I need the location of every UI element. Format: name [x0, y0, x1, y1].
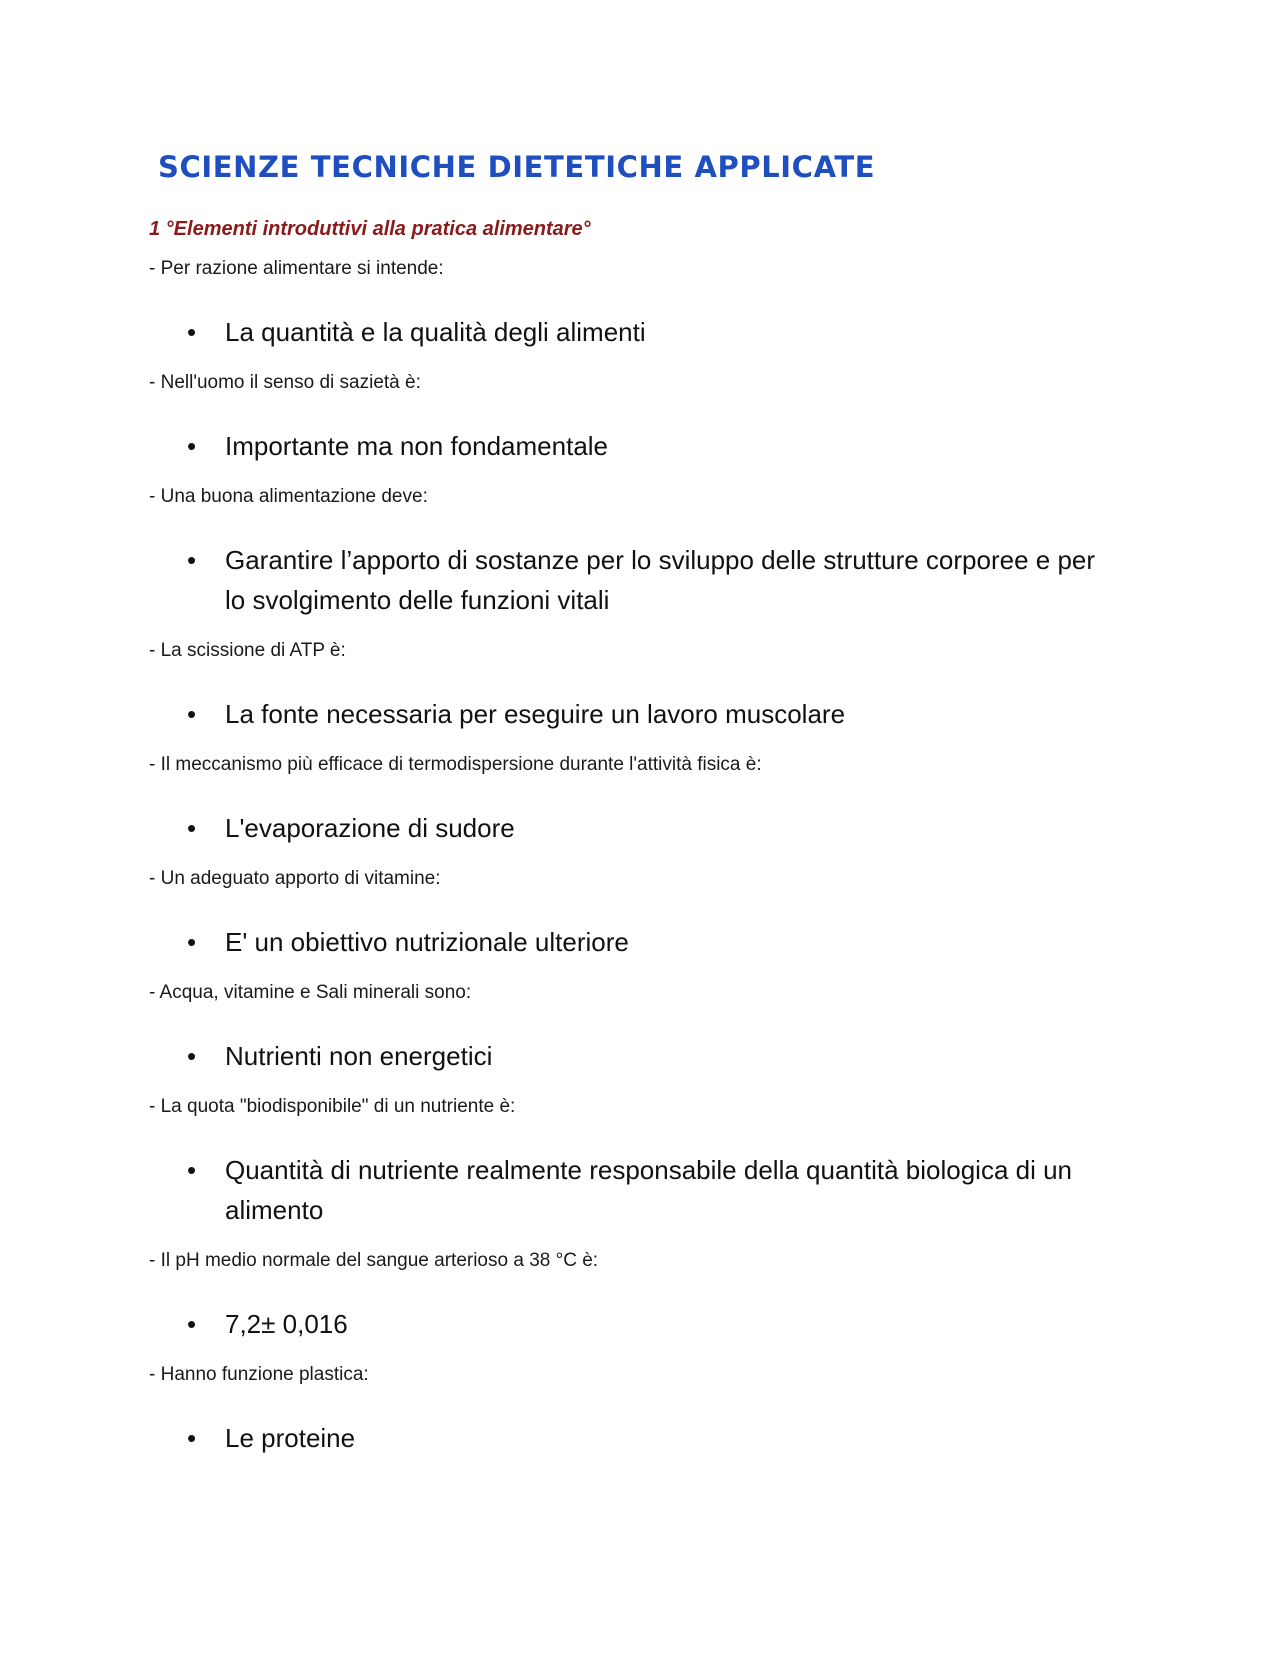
bullet-icon: • [187, 813, 197, 843]
question-text: - Un adeguato apporto di vitamine: [149, 868, 441, 889]
bullet-icon: • [187, 317, 197, 347]
bullet-icon: • [187, 545, 197, 575]
question-text: - La quota "biodisponibile" di un nutriente è: [149, 1096, 516, 1117]
answer-text: Importante ma non fondamentale [225, 431, 609, 461]
question-text: - La scissione di ATP è: [149, 640, 346, 661]
answer-text: L'evaporazione di sudore [225, 813, 515, 843]
question-text: - Hanno funzione plastica: [149, 1364, 369, 1385]
question-text: - Acqua, vitamine e Sali minerali sono: [149, 982, 472, 1003]
answer-text: La quantità e la qualità degli alimenti [225, 317, 646, 347]
question-text: - Per razione alimentare si intende: [149, 258, 444, 279]
answer-text: La fonte necessaria per eseguire un lavoro muscolare [225, 699, 846, 729]
question-text: - Il pH medio normale del sangue arterioso a 38 °C è: [149, 1250, 599, 1271]
answer-text: 7,2± 0,016 [225, 1309, 348, 1339]
bullet-icon: • [187, 1423, 197, 1453]
section-title: 1 °Elementi introduttivi alla pratica alimentare° [149, 218, 591, 240]
answer-text: Garantire l’apporto di sostanze per lo sviluppo delle strutture corporee e per lo svolgimento delle funzioni vitali [225, 545, 1096, 615]
question-text: - Il meccanismo più efficace di termodispersione durante l'attività fisica è: [149, 754, 762, 775]
bullet-icon: • [187, 1155, 197, 1185]
bullet-icon: • [187, 1309, 197, 1339]
document-title: SCIENZE TECNICHE DIETETICHE APPLICATE [158, 150, 876, 184]
answer-text: Nutrienti non energetici [225, 1041, 493, 1071]
bullet-icon: • [187, 431, 197, 461]
answer-text: E' un obiettivo nutrizionale ulteriore [225, 927, 629, 957]
answer-text: Quantità di nutriente realmente responsabile della quantità biologica di un alimento [225, 1155, 1073, 1225]
question-text: - Nell'uomo il senso di sazietà è: [149, 372, 421, 393]
bullet-icon: • [187, 927, 197, 957]
question-text: - Una buona alimentazione deve: [149, 486, 428, 507]
answer-text: Le proteine [225, 1423, 356, 1453]
bullet-icon: • [187, 699, 197, 729]
bullet-icon: • [187, 1041, 197, 1071]
